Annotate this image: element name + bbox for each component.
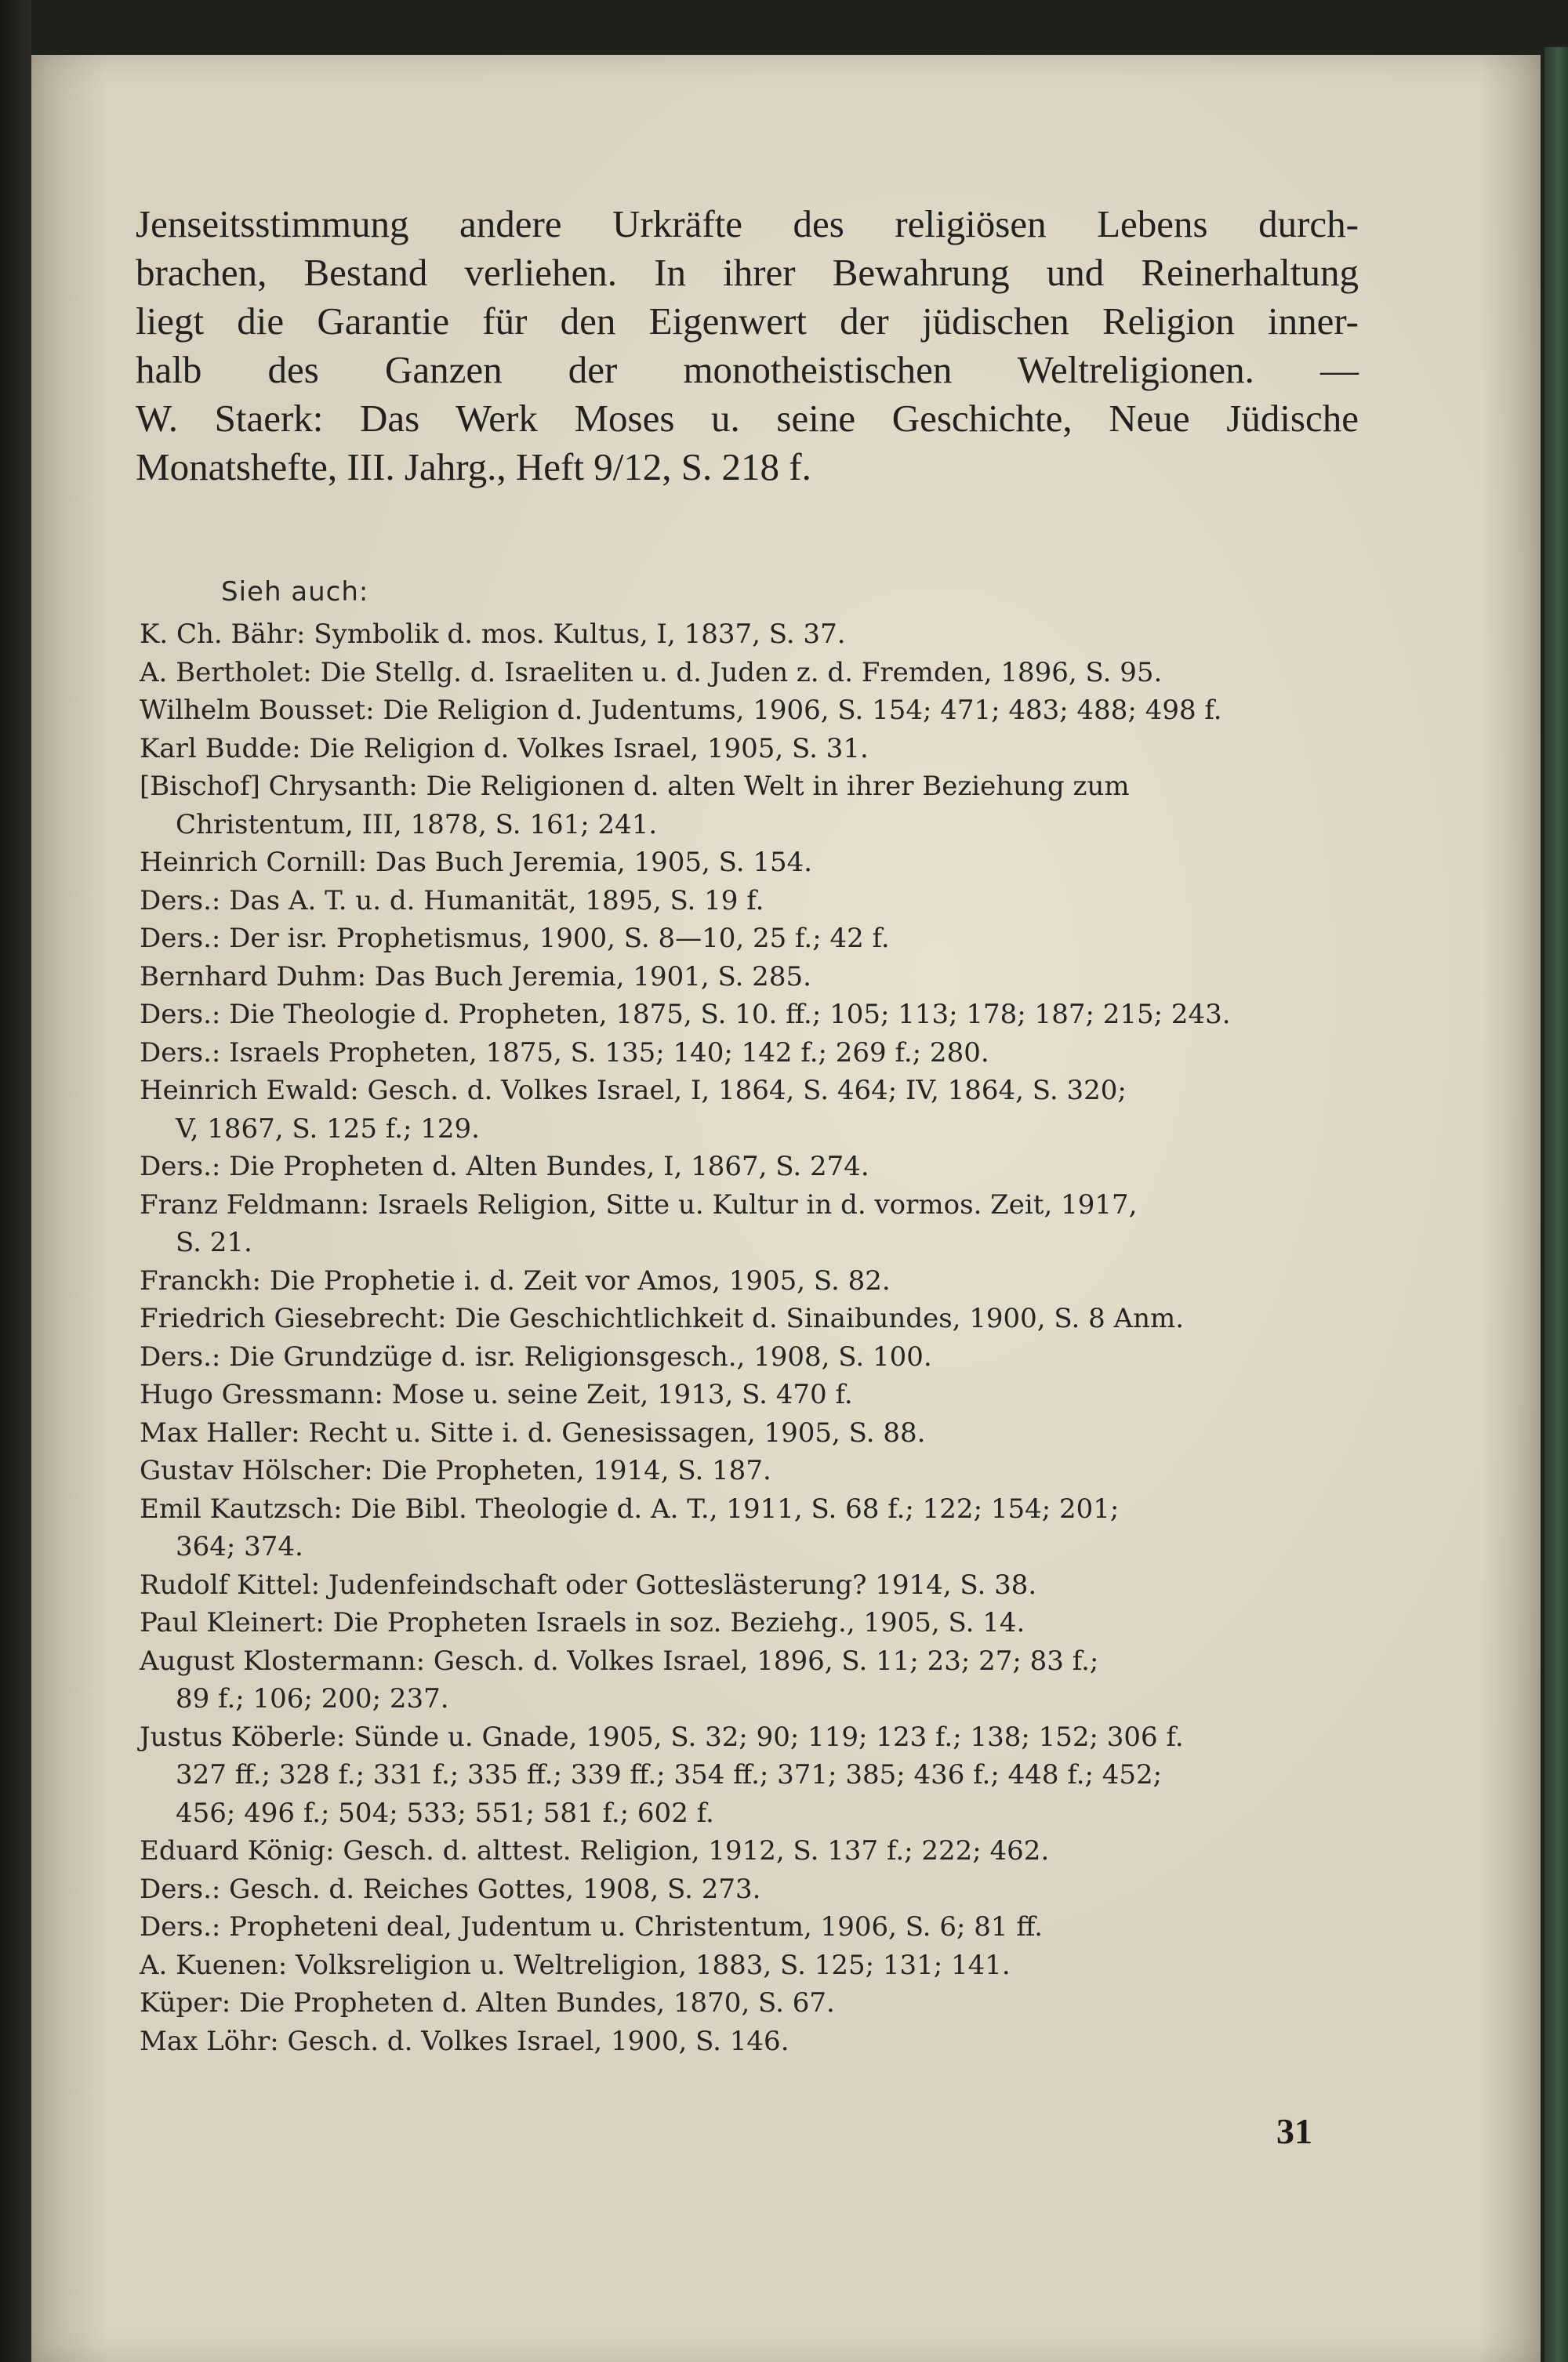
bibliography-entry [140,1604,1363,1642]
entry-continuation-line: 327 ff.; 328 f.; 331 f.; 335 ff.; 339 ff.; 354 ff.; 371; 385; 436 f.; 448 f.; 452; [176,1759,1163,1791]
bibliography-entry [140,1642,1363,1718]
entry-line: Wilhelm Bousset: Die Religion d. Judentums, 1906, S. 154; 471; 483; 488; 498 f. [140,695,1222,726]
book-spine-shadow [0,0,31,2362]
bibliography-entry [140,1414,1363,1453]
entry-continuation-line: S. 21. [176,1227,252,1258]
bibliography-entry [140,1908,1363,1947]
bibliography-entry [140,1490,1363,1566]
bibliography-entry [140,1832,1363,1870]
bibliography-entry [140,958,1363,996]
book-cover-edge [1544,47,1568,2362]
bibliography-entry [140,691,1363,730]
entry-continuation-line: 364; 374. [176,1531,303,1562]
entry-line: August Klostermann: Gesch. d. Volkes Israel, 1896, S. 11; 23; 27; 83 f.; [140,1645,1099,1677]
entry-continuation-line: V, 1867, S. 125 f.; 129. [176,1112,480,1145]
entry-line: Heinrich Ewald: Gesch. d. Volkes Israel, I, 1864, S. 464; IV, 1864, S. 320; [140,1075,1127,1106]
bibliography-entry [140,1148,1363,1186]
bibliography-entry [140,920,1363,958]
bibliography-entry [140,1376,1363,1414]
entry-line: Ders.: Die Grundzüge d. isr. Religionsgesch., 1908, S. 100. [140,1341,932,1373]
bibliography-entry [140,1452,1363,1490]
entry-line: A. Kuenen: Volksreligion u. Weltreligion, 1883, S. 125; 131; 141. [140,1949,1011,1981]
bibliography-entry [140,1262,1363,1301]
entry-line: Ders.: Die Theologie d. Propheten, 1875, S. 10. ff.; 105; 113; 178; 187; 215; 243. [140,999,1231,1030]
entry-line: Karl Budde: Die Religion d. Volkes Israel, 1905, S. 31. [140,732,869,764]
entry-line: Justus Köberle: Sünde u. Gnade, 1905, S. 32; 90; 119; 123 f.; 138; 152; 306 f. [140,1721,1184,1753]
bibliography-entry [140,1566,1363,1605]
bibliography-entry [140,1718,1363,1833]
entry-line: Hugo Gressmann: Mose u. seine Zeit, 1913, S. 470 f. [140,1379,853,1410]
entry-line: Paul Kleinert: Die Propheten Israels in soz. Beziehg., 1905, S. 14. [140,1607,1025,1638]
bibliography-entry [140,882,1363,920]
entry-line: K. Ch. Bähr: Symbolik d. mos. Kultus, I, 1837, S. 37. [140,619,846,650]
bibliography-entry [140,615,1363,654]
bibliography-list [140,615,1363,2060]
entry-continuation-line: Christentum, III, 1878, S. 161; 241. [176,808,658,840]
bibliography-entry [140,1984,1363,2023]
bibliography-entry [140,1947,1363,1985]
entry-line: Friedrich Giesebrecht: Die Geschichtlichkeit d. Sinaibundes, 1900, S. 8 Anm. [140,1303,1185,1334]
entry-line: Ders.: Die Propheten d. Alten Bundes, I, 1867, S. 274. [140,1151,869,1182]
entry-line: Emil Kautzsch: Die Bibl. Theologie d. A. T., 1911, S. 68 f.; 122; 154; 201; [140,1493,1120,1525]
bibliography-entry [140,996,1363,1034]
entry-line: Küper: Die Propheten d. Alten Bundes, 1870, S. 67. [140,1987,835,2019]
body-paragraph [136,200,1359,492]
bibliography-entry [140,1870,1363,1909]
entry-line: Ders.: Das A. T. u. d. Humanität, 1895, S. 19 f. [140,884,764,916]
paragraph-line: brachen, Bestand verliehen. In ihrer Bewahrung und Reinerhaltung [136,251,1359,294]
paragraph-line: halb des Ganzen der monotheistischen Weltreligionen. — [136,348,1359,391]
entry-line: Rudolf Kittel: Judenfeindschaft oder Gotteslästerung? 1914, S. 38. [140,1569,1037,1601]
entry-line: Ders.: Propheteni deal, Judentum u. Christentum, 1906, S. 6; 81 ff. [140,1911,1044,1943]
entry-line: Ders.: Gesch. d. Reiches Gottes, 1908, S. 273. [140,1873,761,1905]
bibliography-entry [140,1072,1363,1148]
bibliography-entry [140,767,1363,844]
paragraph-line: Jenseitsstimmung andere Urkräfte des religiösen Lebens durch- [136,202,1359,245]
bibliography-entry [140,1300,1363,1338]
entry-line: Ders.: Der isr. Prophetismus, 1900, S. 8—10, 25 f.; 42 f. [140,923,890,954]
bibliography-entry [140,1338,1363,1377]
paragraph-line: Monatshefte, III. Jahrg., Heft 9/12, S. 218 f. [136,445,811,488]
paragraph-line: W. Staerk: Das Werk Moses u. seine Geschichte, Neue Jüdische [136,397,1359,440]
entry-line: Heinrich Cornill: Das Buch Jeremia, 1905, S. 154. [140,847,813,878]
entry-line: [Bischof] Chrysanth: Die Religionen d. alten Welt in ihrer Beziehung zum [140,771,1130,802]
bibliography-entry [140,730,1363,768]
paragraph-line: liegt die Garantie für den Eigenwert der jüdischen Religion inner- [136,299,1359,343]
see-also-heading: Sieh auch: [221,576,369,608]
entry-line: Eduard König: Gesch. d. alttest. Religion, 1912, S. 137 f.; 222; 462. [140,1835,1050,1867]
page-number: 31 [1276,2111,1312,2151]
entry-line: Ders.: Israels Propheten, 1875, S. 135; 140; 142 f.; 269 f.; 280. [140,1036,989,1069]
entry-line: Gustav Hölscher: Die Propheten, 1914, S. 187. [140,1455,771,1486]
bibliography-entry [140,654,1363,692]
entry-line: Franckh: Die Prophetie i. d. Zeit vor Amos, 1905, S. 82. [140,1264,891,1297]
entry-line: Franz Feldmann: Israels Religion, Sitte u. Kultur in d. vormos. Zeit, 1917, [140,1188,1138,1221]
entry-line: Max Löhr: Gesch. d. Volkes Israel, 1900, S. 146. [140,2025,789,2057]
bibliography-entry [140,1034,1363,1072]
entry-line: A. Bertholet: Die Stellg. d. Israeliten u. d. Juden z. d. Fremden, 1896, S. 95. [140,656,1163,688]
entry-continuation-line: 89 f.; 106; 200; 237. [176,1683,449,1714]
book-page [31,55,1541,2362]
bibliography-entry [140,844,1363,882]
entry-line: Max Haller: Recht u. Sitte i. d. Genesissagen, 1905, S. 88. [140,1417,926,1449]
bibliography-entry [140,2023,1363,2061]
entry-line: Bernhard Duhm: Das Buch Jeremia, 1901, S. 285. [140,960,811,992]
entry-continuation-line: 456; 496 f.; 504; 533; 551; 581 f.; 602 f. [176,1797,714,1829]
bibliography-entry [140,1186,1363,1262]
